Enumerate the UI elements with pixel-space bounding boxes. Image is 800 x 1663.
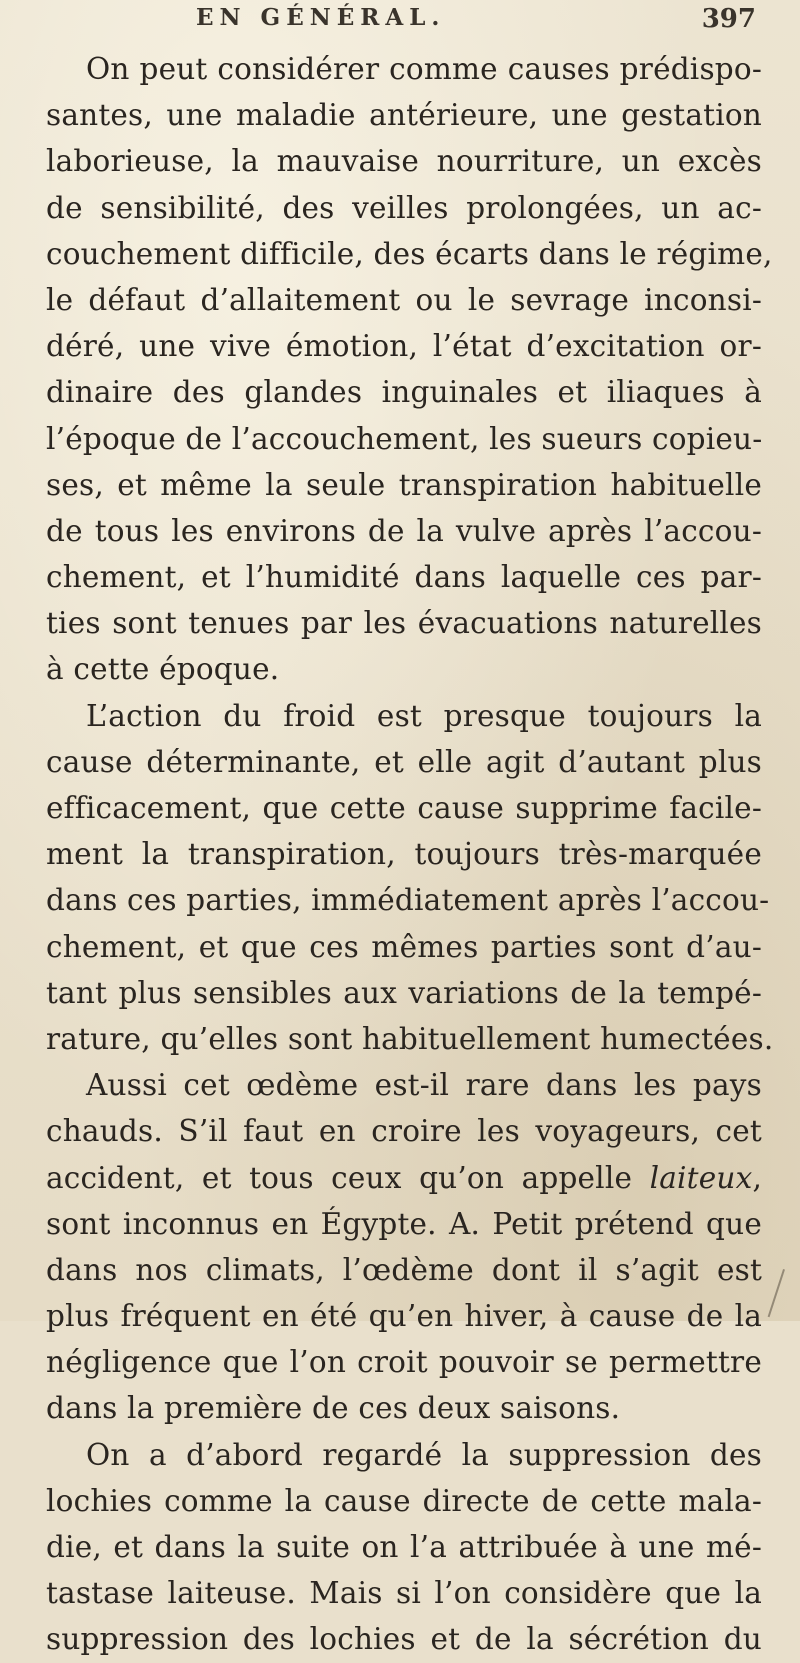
text-line: dinaire des glandes inguinales et iliaques à [46, 375, 762, 410]
text-line: de tous les environs de la vulve après l’accou- [46, 513, 762, 548]
text-line: chement, et que ces mêmes parties sont d’au- [46, 929, 762, 964]
body-text [46, 46, 774, 1663]
text-line: L’action du froid est presque toujours la [86, 698, 762, 733]
text-line: laborieuse, la mauvaise nourriture, un excès [46, 144, 762, 179]
text-line: ties sont tenues par les évacuations naturelles [46, 606, 762, 641]
text-line-with-italic [46, 1155, 762, 1201]
text-line: Aussi cet œdème est-il rare dans les pays [86, 1068, 762, 1103]
text-line: tant plus sensibles aux variations de la tempé- [46, 975, 762, 1010]
text-line: dans nos climats, l’œdème dont il s’agit est [46, 1252, 762, 1287]
text-line: de sensibilité, des veilles prolongées, un ac- [46, 190, 762, 225]
text-line: suppression des lochies et de la sécrétion du [46, 1622, 762, 1657]
italic-word: laiteux [649, 1160, 753, 1195]
text-line: déré, une vive émotion, l’état d’excitation or- [46, 329, 762, 364]
running-head-title: EN GÉNÉRAL. [196, 4, 446, 31]
text-line: couchement difficile, des écarts dans le régime, [46, 236, 773, 271]
text-line: die, et dans la suite on l’a attribuée à une mé- [46, 1530, 762, 1564]
running-head [196, 4, 756, 40]
text-line: chauds. S’il faut en croire les voyageurs, cet [46, 1114, 762, 1149]
margin-pencil-mark [768, 1269, 797, 1321]
text-line: ment la transpiration, toujours très-marquée [46, 837, 762, 872]
text-line: ses, et même la seule transpiration habituelle [46, 467, 762, 502]
text-line: On peut considérer comme causes prédispo- [86, 52, 762, 86]
text-line: cause déterminante, et elle agit d’autant plus [46, 744, 762, 779]
text-line: plus fréquent en été qu’en hiver, à cause de la [46, 1299, 762, 1334]
text-fragment: , [752, 1160, 763, 1195]
text-line: négligence que l’on croit pouvoir se permettre [46, 1345, 762, 1380]
text-line: efficacement, que cette cause supprime facile- [46, 791, 762, 825]
text-line: chement, et l’humidité dans laquelle ces par- [46, 560, 762, 595]
text-line: le défaut d’allaitement ou le sevrage inconsi- [46, 282, 762, 317]
text-line: On a d’abord regardé la suppression des [86, 1437, 762, 1472]
text-line: tastase laiteuse. Mais si l’on considère que la [46, 1576, 762, 1611]
text-line: sont inconnus en Égypte. A. Petit prétend que [46, 1206, 762, 1241]
page-number: 397 [701, 4, 756, 34]
text-line: l’époque de l’accouchement, les sueurs copieu- [46, 421, 763, 456]
text-line: dans la première de ces deux saisons. [46, 1391, 621, 1426]
text-fragment: accident, et tous ceux qu’on appelle [46, 1160, 633, 1195]
text-line: rature, qu’elles sont habituellement humectées. [46, 1021, 774, 1056]
text-line: dans ces parties, immédiatement après l’accou- [46, 883, 770, 918]
text-line: santes, une maladie antérieure, une gestation [46, 98, 762, 133]
text-line: lochies comme la cause directe de cette mala- [46, 1483, 762, 1518]
text-line: à cette époque. [46, 652, 280, 687]
